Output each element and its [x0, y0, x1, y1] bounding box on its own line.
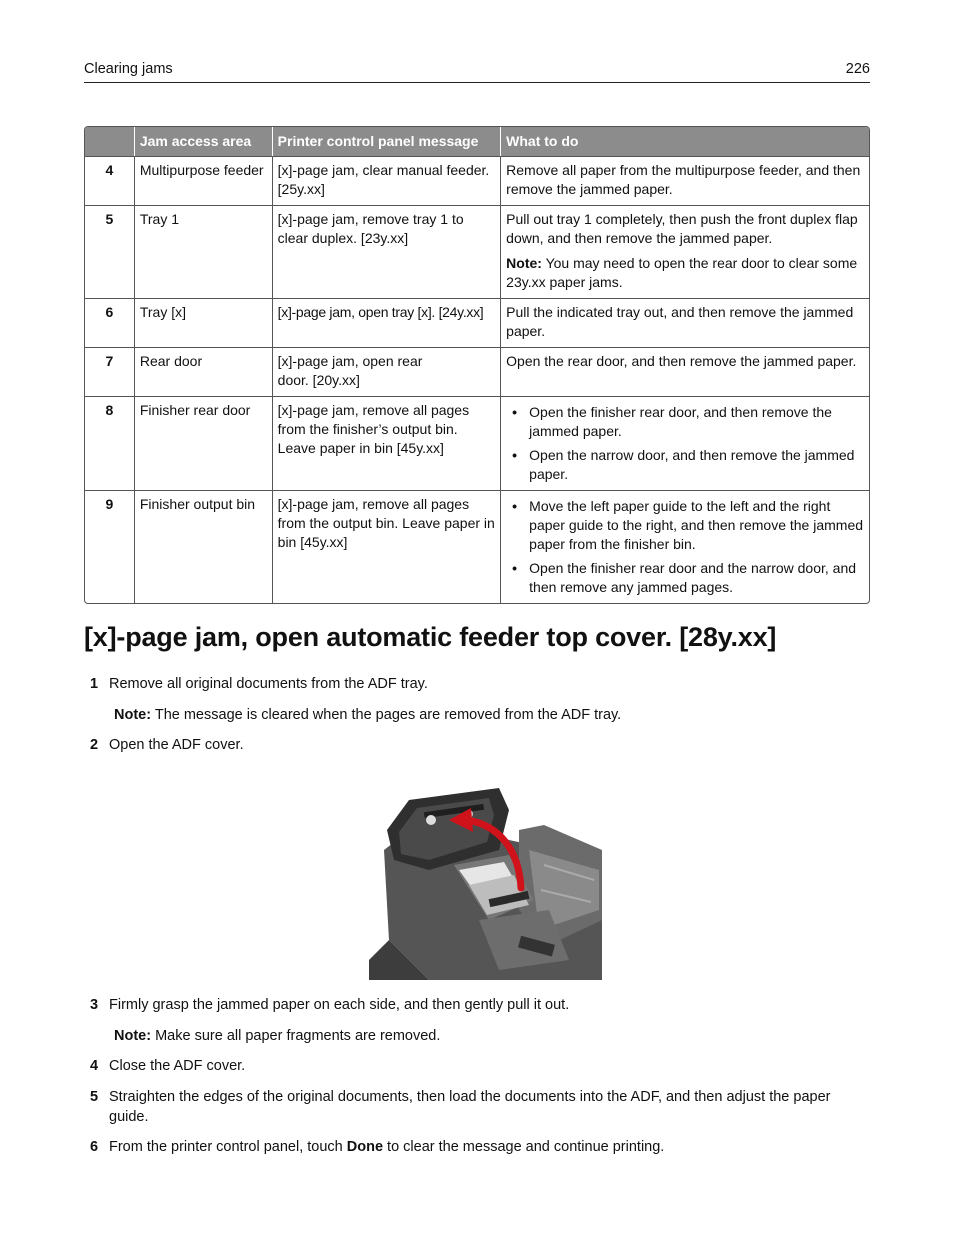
row-number: 6: [85, 298, 134, 347]
step-1-note: [114, 705, 621, 725]
todo-bullet-list: [506, 497, 864, 597]
running-header: [84, 60, 870, 83]
step-number: 1: [90, 676, 99, 692]
what-to-do: [500, 490, 869, 603]
column-header-message: Printer control panel message: [272, 127, 501, 156]
done-button-label: Done: [346, 1139, 384, 1155]
note-label: Note:: [114, 1028, 152, 1044]
todo-bullet-list: [506, 403, 864, 484]
header-section-title: Clearing jams: [84, 61, 173, 77]
step-5: [90, 1087, 870, 1127]
todo-text: Pull out tray 1 completely, then push the front duplex flap down, and then remove the jammed paper.: [506, 211, 858, 246]
jam-table: [84, 126, 870, 604]
table-row: [85, 396, 869, 490]
panel-message: [x]-page jam, open rear door. [20y.xx]: [272, 347, 501, 396]
jam-area: Rear door: [134, 347, 272, 396]
jam-area: Finisher rear door: [134, 396, 272, 490]
jam-area: Multipurpose feeder: [134, 156, 272, 205]
todo-bullet-item: [506, 446, 864, 484]
panel-message: [x]-page jam, clear manual feeder. [25y.xx]: [272, 156, 501, 205]
step-3-note: [114, 1026, 440, 1046]
table-row: [85, 156, 869, 205]
what-to-do: [500, 156, 869, 205]
bullet-icon: •: [512, 447, 518, 463]
todo-bullet-item: [506, 403, 864, 441]
todo-note: [506, 254, 864, 292]
bullet-icon: •: [512, 560, 518, 576]
bullet-icon: •: [512, 404, 518, 420]
step-6: [90, 1137, 870, 1157]
what-to-do: [500, 298, 869, 347]
step-number: 5: [90, 1089, 99, 1105]
step-text: [109, 1137, 870, 1157]
table-row: [85, 490, 869, 603]
bullet-icon: •: [512, 498, 518, 514]
note-label: Note:: [114, 707, 152, 723]
panel-message: [x]-page jam, remove all pages from the output bin. Leave paper in bin [45y.xx]: [272, 490, 501, 603]
todo-text: Remove all paper from the multipurpose feeder, and then remove the jammed paper.: [506, 162, 861, 197]
step-2: [90, 735, 870, 755]
todo-text: Open the rear door, and then remove the jammed paper.: [506, 353, 857, 369]
section-title: [x]-page jam, open automatic feeder top cover. [28y.xx]: [84, 622, 777, 652]
row-number: 4: [85, 156, 134, 205]
bullet-text: Move the left paper guide to the left and the right paper guide to the right, and then remove the jammed paper from the finisher bin.: [529, 498, 864, 552]
row-number: 7: [85, 347, 134, 396]
panel-message: [x]-page jam, remove tray 1 to clear duplex. [23y.xx]: [272, 205, 501, 298]
note-text: You may need to open the rear door to clear some 23y.xx paper jams.: [506, 255, 858, 290]
header-page-number: 226: [845, 61, 870, 77]
step-3: [90, 995, 870, 1015]
note-text: Make sure all paper fragments are removed.: [155, 1028, 441, 1044]
what-to-do: [500, 205, 869, 298]
jam-area: Finisher output bin: [134, 490, 272, 603]
todo-text: Pull the indicated tray out, and then remove the jammed paper.: [506, 304, 854, 339]
row-number: 8: [85, 396, 134, 490]
step-text: Straighten the edges of the original documents, then load the documents into the ADF, and then adjust the paper guide.: [109, 1089, 831, 1125]
todo-bullet-item: [506, 559, 864, 597]
bullet-text: Open the narrow door, and then remove the jammed paper.: [529, 447, 855, 482]
table-header-row: [85, 127, 869, 156]
step-number: 2: [90, 737, 99, 753]
step-text: Firmly grasp the jammed paper on each side, and then gently pull it out.: [109, 997, 570, 1013]
column-header-number: [85, 127, 134, 156]
panel-message: [x]-page jam, open tray [x]. [24y.xx]: [272, 298, 501, 347]
jam-area: Tray 1: [134, 205, 272, 298]
todo-bullet-item: [506, 497, 864, 554]
row-number: 9: [85, 490, 134, 603]
table-row: [85, 298, 869, 347]
table-row: [85, 205, 869, 298]
step-4: [90, 1056, 870, 1076]
jam-area: Tray [x]: [134, 298, 272, 347]
column-header-todo: What to do: [500, 127, 869, 156]
step-text: Close the ADF cover.: [109, 1058, 246, 1074]
row-number: 5: [85, 205, 134, 298]
step-number: 4: [90, 1058, 99, 1074]
step-text: Open the ADF cover.: [109, 737, 244, 753]
bullet-text: Open the finisher rear door, and then remove the jammed paper.: [529, 404, 832, 439]
adf-cover-open-illustration: [369, 770, 602, 980]
what-to-do: [500, 347, 869, 396]
note-text: The message is cleared when the pages are removed from the ADF tray.: [154, 707, 622, 723]
step-1: [90, 674, 870, 694]
step-text-before: From the printer control panel, touch: [109, 1139, 347, 1155]
step-text: Remove all original documents from the ADF tray.: [109, 676, 428, 692]
note-label: Note:: [506, 255, 542, 271]
column-header-area: Jam access area: [134, 127, 272, 156]
step-text-after: to clear the message and continue printing.: [383, 1139, 665, 1155]
panel-message: [x]-page jam, remove all pages from the finisher’s output bin. Leave paper in bin [45y.xx]: [272, 396, 501, 490]
step-number: 6: [90, 1139, 99, 1155]
step-number: 3: [90, 997, 99, 1013]
what-to-do: [500, 396, 869, 490]
table-row: [85, 347, 869, 396]
bullet-text: Open the finisher rear door and the narrow door, and then remove any jammed pages.: [529, 560, 857, 595]
